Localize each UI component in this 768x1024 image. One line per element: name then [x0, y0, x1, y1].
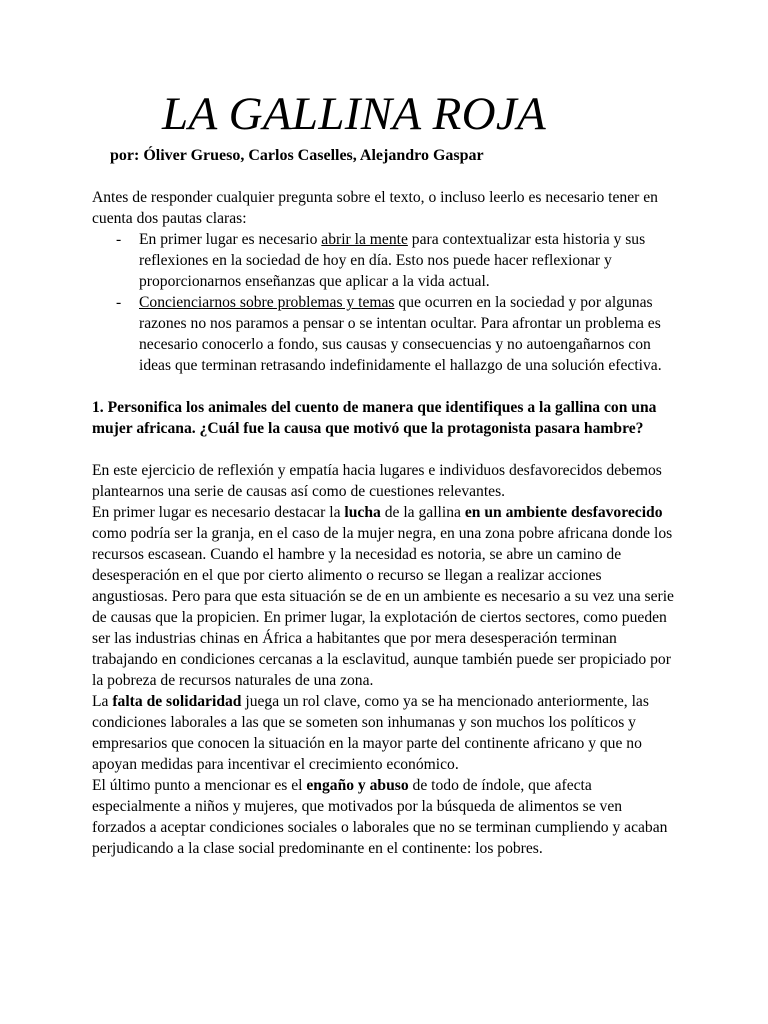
- underlined-phrase: abrir la mente: [321, 231, 408, 248]
- bold-phrase: engaño y abuso: [306, 777, 409, 794]
- bold-phrase: falta de solidaridad: [112, 693, 242, 710]
- bold-phrase: lucha: [344, 504, 381, 521]
- answer-paragraph: El último punto a mencionar es el engaño y abuso de todo de índole, que afecta especialmente a niños y mujeres, que motivados por la búsqueda de alimentos se ven forzados a aceptar condiciones sociales o laborales que no se terminan cumpliendo y acaban perjudicando a la clase social predominante en el continente: los pobres.: [92, 777, 668, 857]
- answer-paragraph: En este ejercicio de reflexión y empatía hacia lugares e individuos desfavorecidos debemos plantearnos una serie de causas así como de cuestiones relevantes.: [92, 462, 662, 500]
- guidelines-list: [92, 229, 677, 376]
- intro-paragraph: Antes de responder cualquier pregunta sobre el texto, o incluso leerlo es necesario tener en cuenta dos pautas claras:: [92, 189, 658, 227]
- bold-phrase: en un ambiente desfavorecido: [464, 504, 663, 521]
- document-title: LA GALLINA ROJA: [162, 88, 547, 140]
- authors-line: por: Óliver Grueso, Carlos Caselles, Alejandro Gaspar: [110, 147, 484, 164]
- guideline-item: - Concienciarnos sobre problemas y temas que ocurren en la sociedad y por algunas razones no nos paramos a pensar o se intentan ocultar. Para afrontar un problema es necesario conocerlo a fondo, sus causas y consecuencias y no autoengañarnos con ideas que terminan retrasando indefinidamente el hallazgo de una solución efectiva.: [92, 292, 677, 376]
- answer-paragraph: En primer lugar es necesario destacar la lucha de la gallina en un ambiente desfavorecido como podría ser la granja, en el caso de la mujer negra, en una zona pobre africana donde los recursos escasean. Cuando el hambre y la necesidad es notoria, se abre un camino de desesperación en el que por cierto alimento o recurso se llegan a realizar acciones angustiosas. Pero para que esta situación se de en un ambiente es necesario a su vez una serie de causas que la propicien. En primer lugar, la explotación de ciertos sectores, como pueden ser las industrias chinas en África a habitantes que por mera desesperación terminan trabajando en condiciones cercanas a la esclavitud, aunque también puede ser propiciado por la pobreza de recursos naturales de una zona.: [92, 504, 674, 689]
- answer-paragraph: La falta de solidaridad juega un rol clave, como ya se ha mencionado anteriormente, las condiciones laborales a las que se someten son inhumanas y son muchos los políticos y empresarios que conocen la situación en la mayor parte del continente africano y que no apoyan medidas para incentivar el crecimiento económico.: [92, 693, 649, 773]
- question-heading: 1. Personifica los animales del cuento de manera que identifiques a la gallina con una mujer africana. ¿Cuál fue la causa que motivó que la protagonista pasara hambre?: [92, 399, 657, 437]
- guideline-item: - En primer lugar es necesario abrir la mente para contextualizar esta historia y sus reflexiones en la sociedad de hoy en día. Esto nos puede hacer reflexionar y proporcionarnos enseñanzas que aplicar a la vida actual.: [92, 229, 677, 292]
- document-body: [92, 187, 677, 859]
- underlined-phrase: Concienciarnos sobre problemas y temas: [139, 294, 395, 311]
